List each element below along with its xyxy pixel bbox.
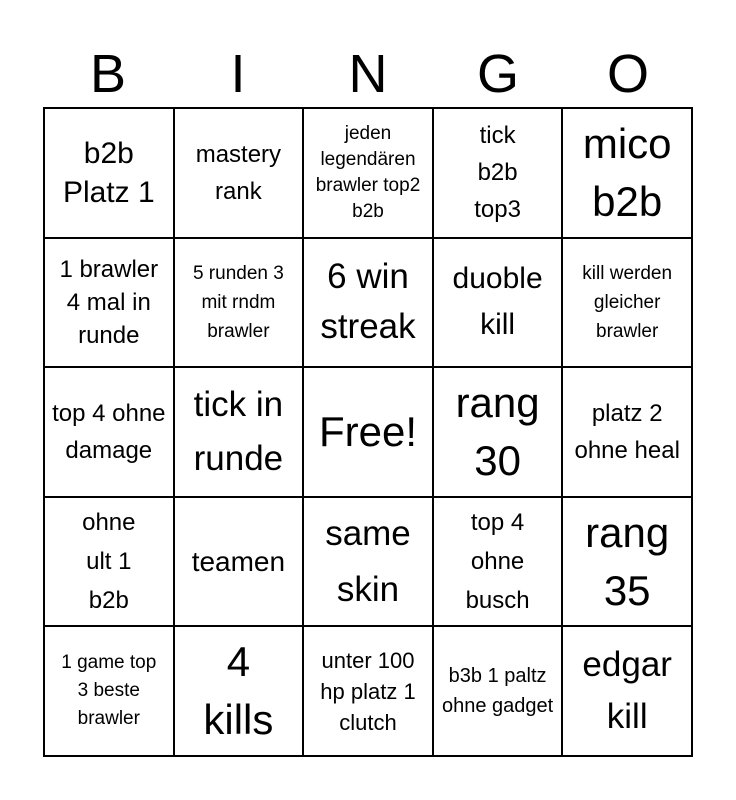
cell-text: edgar kill (582, 645, 672, 737)
bingo-cell[interactable] (174, 238, 304, 368)
bingo-cell[interactable] (174, 626, 304, 756)
bingo-cell[interactable] (44, 367, 174, 497)
bingo-cell[interactable] (562, 108, 692, 238)
cell-text: b3b 1 paltz ohne gadget (441, 665, 554, 718)
header-letter-o: O (606, 44, 649, 104)
header-letter-g: G (476, 44, 519, 104)
bingo-cell[interactable] (562, 367, 692, 497)
cell-text: tick in runde (193, 384, 284, 478)
free-cell[interactable] (303, 367, 433, 497)
header-letter-i: I (230, 44, 246, 104)
bingo-cell[interactable] (562, 238, 692, 368)
cell-text: 6 win streak (320, 257, 416, 347)
bingo-cell[interactable] (44, 238, 174, 368)
cell-text: b2b Platz 1 (62, 136, 155, 209)
bingo-cell[interactable] (562, 497, 692, 627)
bingo-cell[interactable] (44, 626, 174, 756)
cell-text: duoble kill (452, 262, 543, 342)
bingo-cell[interactable] (433, 108, 563, 238)
bingo-grid (43, 107, 693, 757)
bingo-cell[interactable] (433, 238, 563, 368)
cell-text: kill werden gleicher brawler (582, 262, 673, 342)
cell-text: teamen (191, 546, 286, 578)
cell-text: rang 30 (455, 378, 540, 484)
bingo-cell[interactable] (562, 626, 692, 756)
bingo-cell[interactable] (174, 367, 304, 497)
cell-text: 1 game top 3 beste brawler (61, 652, 157, 730)
cell-text: mico b2b (582, 119, 672, 225)
header-letter-b: B (89, 44, 127, 104)
bingo-cell[interactable] (44, 108, 174, 238)
cell-text: unter 100 hp platz 1 clutch (320, 647, 416, 735)
cell-text: jeden legendären brawler top2 b2b (315, 122, 421, 222)
cell-text: 5 runden 3 mit rndm brawler (192, 262, 284, 342)
bingo-cell[interactable] (303, 497, 433, 627)
bingo-header (43, 40, 693, 108)
bingo-cell[interactable] (433, 626, 563, 756)
bingo-cell[interactable] (174, 497, 304, 627)
free-text: Free! (318, 407, 417, 455)
cell-text: top 4 ohne damage (52, 399, 166, 464)
bingo-cell[interactable] (303, 108, 433, 238)
bingo-cell[interactable] (303, 238, 433, 368)
bingo-cell[interactable] (303, 626, 433, 756)
cell-text: tick b2b top3 (474, 122, 521, 224)
bingo-cell[interactable] (433, 497, 563, 627)
cell-text: 1 brawler 4 mal in runde (59, 255, 159, 349)
cell-text: rang 35 (585, 508, 670, 614)
bingo-cell[interactable] (433, 367, 563, 497)
cell-text: platz 2 ohne heal (574, 399, 680, 464)
cell-text: top 4 ohne busch (465, 509, 530, 615)
cell-text: mastery rank (195, 140, 282, 205)
bingo-cell[interactable] (174, 108, 304, 238)
cell-text: same skin (325, 513, 411, 609)
cell-text: 4 kills (203, 638, 274, 744)
bingo-cell[interactable] (44, 497, 174, 627)
header-letter-n: N (348, 44, 388, 104)
cell-text: ohne ult 1 b2b (82, 509, 136, 615)
